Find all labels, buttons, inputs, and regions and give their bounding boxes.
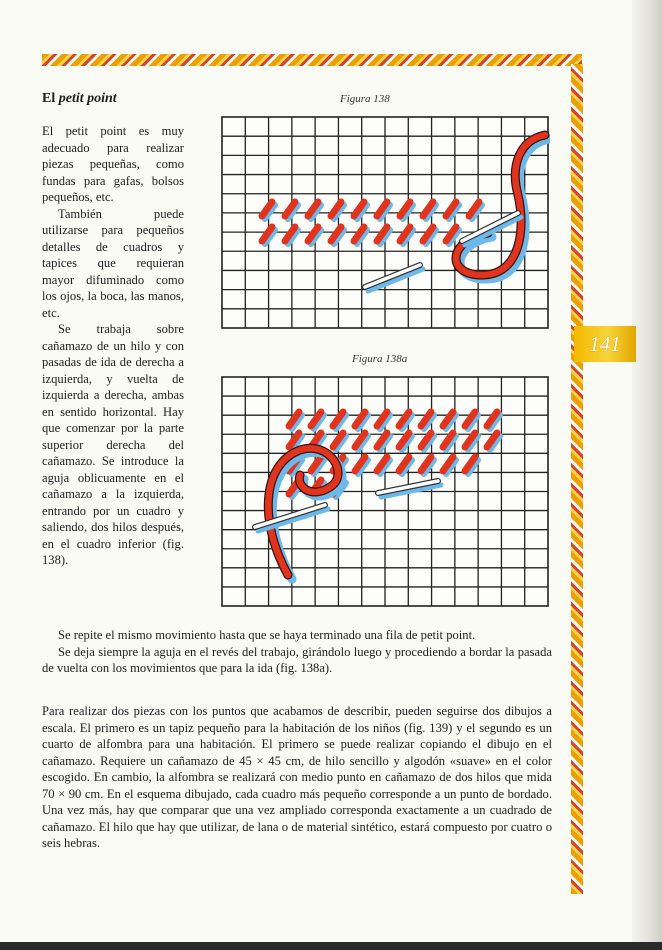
full-width-text [42,627,552,677]
decorative-border-top [42,54,582,66]
figure-138-caption: Figura 138 [340,93,390,105]
column-paragraph-3: Se trabaja sobre cañamazo de un hilo y con pasadas de ida de derecha a izquierda, y vuelta de izquierda a derecha, ambas en sentido horizontal. Hay que comenzar por la parte superior derecha del cañamazo. Se introduce la aguja oblicuamente en el cañamazo a la izquierda, entrando por un cuadro y saliendo, dos hilos después, en el cuadro inferior (fig. 138). [42,322,184,567]
column-paragraph-1: El petit point es muy adecuado para realizar piezas pequeñas, como fundas para gafas, bolsos pequeños, etc. [42,124,184,204]
page-number-tab [574,326,636,362]
section-heading [42,91,117,107]
full-paragraph-2: Se deja siempre la aguja en el revés del trabajo, girándolo luego y procediendo a bordar la pasada de vuelta con los movimientos que para la ida (fig. 138a). [42,644,552,675]
figure-138a-caption: Figura 138a [352,353,408,365]
page-edge-shadow [632,0,662,950]
figure-138-illustration [220,115,550,330]
closing-paragraph: Para realizar dos piezas con los puntos que acabamos de describir, pueden seguirse dos dibujos a escala. El primero es un tapiz pequeño para la habitación de los niños (fig. 139) y el segundo es un cuarto de alfombra para una habitación. El primero se puede realizar copiando el dibujo en el cañamazo. Requiere un cañamazo de 45 × 45 cm, de hilo sencillo y algodón «suave» en el color escogido. En cambio, la alfombra se realizará con medio punto en cañamazo de dos hilos que mida 70 × 90 cm. En el esquema dibujado, cada cuadro más pequeño corresponde a un punto de bordado. Una vez más, hay que comparar que una vez ampliado corresponda exactamente a un cuadrado de cañamazo. El hilo que hay que utilizar, de lana o de material sintético, estará compuesto por cuatro o seis hebras. [42,704,552,850]
closing-text [42,703,552,852]
column-text [42,123,184,569]
full-paragraph-1: Se repite el mismo movimiento hasta que se haya terminado una fila de petit point. [58,628,476,642]
scan-bottom-band [0,942,662,950]
decorative-border-right [571,64,583,894]
heading-italic: petit point [58,91,117,106]
heading-prefix: El [42,91,56,106]
column-paragraph-2: También puede utilizarse para pequeños detalles de cuadros y tapices que requieran mayor difuminado como los ojos, la boca, las manos, etc. [42,206,184,320]
figure-138a-illustration [220,375,550,608]
page-number: 141 [589,331,621,356]
